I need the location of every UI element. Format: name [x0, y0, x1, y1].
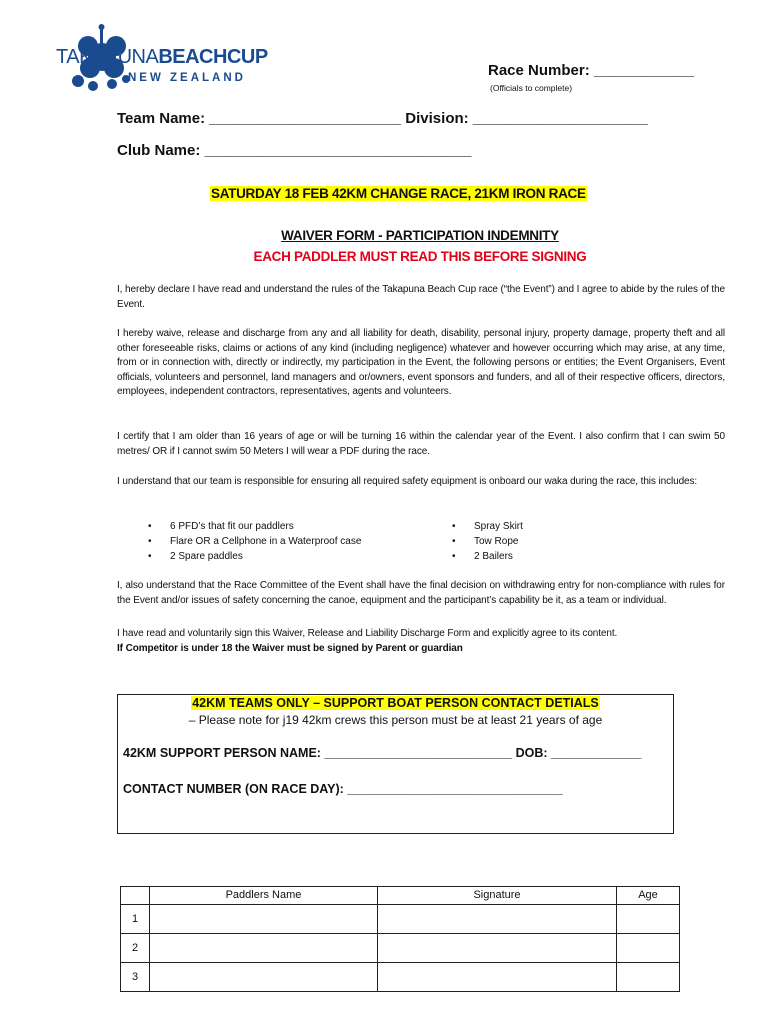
- waiver-paragraph: I hereby waive, release and discharge from any and all liability for death, disability, personal injury, property damage, property theft and all other foreseeable risks, claims or actions of any kind (including negligence) whatever and however occurring which may arise, at any time, from or in connection with, directly or indirectly, my participation in the Event, the following persons or entities; the Event Organisers, Event officials, volunteers and personnel, land managers and or/owners, event sponsors and funders, and all of their respective officers, directors, employees, independent contractors, representatives, agents and volunteers.: [117, 328, 725, 398]
- signature-cell[interactable]: [378, 905, 617, 934]
- committee-paragraph: I, also understand that the Race Committee of the Event shall have the final decision on withdrawing entry for non-compliance with rules for the Event and/or issues of safety concerning the canoe, equipment and the participant’s capability be it, as a team or individual.: [117, 580, 725, 606]
- event-title: SATURDAY 18 FEB 42KM CHANGE RACE, 21KM IRON RACE: [211, 186, 586, 201]
- support-box-note: – Please note for j19 42km crews this person must be at least 21 years of age: [188, 713, 603, 727]
- paddler-name-cell[interactable]: [150, 934, 378, 963]
- logo-brand-text: [56, 46, 268, 69]
- list-item: • Spray Skirt: [452, 519, 523, 534]
- list-item: • 6 PFD’s that fit our paddlers: [148, 519, 361, 534]
- guardian-notice: If Competitor is under 18 the Waiver must be signed by Parent or guardian: [117, 643, 463, 654]
- takapuna-beach-cup-logo: [48, 24, 273, 104]
- list-item: • 2 Spare paddles: [148, 549, 361, 564]
- list-item: • Tow Rope: [452, 534, 523, 549]
- column-header-number: [121, 887, 150, 905]
- club-name-field[interactable]: Club Name: ________________________________: [117, 142, 472, 159]
- age-certification-paragraph: I certify that I am older than 16 years of age or will be turning 16 within the calendar year of the Event. I also confirm that I can swim 50 metres/ OR if I cannot swim 50 Meters I will wear a PDF during the race.: [117, 431, 725, 457]
- race-number-field[interactable]: Race Number: ____________: [488, 62, 694, 79]
- row-number: 3: [121, 963, 150, 992]
- age-cell[interactable]: [617, 934, 680, 963]
- support-box-title-text: 42KM TEAMS ONLY – SUPPORT BOAT PERSON CONTACT DETIALS: [192, 696, 599, 710]
- team-division-field[interactable]: Team Name: _______________________ Division: _____________________: [117, 110, 648, 127]
- column-header-age: Age: [617, 887, 680, 905]
- sign-paragraph: I have read and voluntarily sign this Waiver, Release and Liability Discharge Form and explicitly agree to its content.: [117, 628, 618, 639]
- support-box-title: [118, 696, 673, 710]
- list-item: • Flare OR a Cellphone in a Waterproof case: [148, 534, 361, 549]
- table-row: [121, 905, 680, 934]
- race-number-note: (Officials to complete): [490, 83, 573, 93]
- row-number: 1: [121, 905, 150, 934]
- table-row: [121, 934, 680, 963]
- column-header-signature: Signature: [378, 887, 617, 905]
- age-cell[interactable]: [617, 905, 680, 934]
- declaration-paragraph: I, hereby declare I have read and understand the rules of the Takapuna Beach Cup race (“the Event”) and I agree to abide by the rules of the Event.: [117, 284, 725, 310]
- row-number: 2: [121, 934, 150, 963]
- waiver-title: WAIVER FORM - PARTICIPATION INDEMNITY: [281, 228, 559, 243]
- logo-brand-bold: BEACHCUP: [158, 46, 268, 68]
- paddler-name-cell[interactable]: [150, 963, 378, 992]
- column-header-name: Paddlers Name: [150, 887, 378, 905]
- safety-equipment-paragraph: I understand that our team is responsible for ensuring all required safety equipment is onboard our waka during the race, this includes:: [117, 476, 698, 487]
- signature-cell[interactable]: [378, 963, 617, 992]
- support-person-name-field[interactable]: 42KM SUPPORT PERSON NAME: ___________________________ DOB: _____________: [123, 746, 642, 760]
- age-cell[interactable]: [617, 963, 680, 992]
- support-boat-contact-box: [117, 694, 674, 834]
- logo-country: NEW ZEALAND: [128, 72, 246, 84]
- paddlers-table: [120, 886, 680, 992]
- signature-cell[interactable]: [378, 934, 617, 963]
- table-row: [121, 963, 680, 992]
- waiver-warning: EACH PADDLER MUST READ THIS BEFORE SIGNING: [253, 249, 587, 264]
- table-header-row: [121, 887, 680, 905]
- contact-number-field[interactable]: CONTACT NUMBER (ON RACE DAY): _______________________________: [123, 782, 563, 796]
- equipment-list-left: [148, 519, 361, 564]
- list-item: • 2 Bailers: [452, 549, 523, 564]
- paddler-name-cell[interactable]: [150, 905, 378, 934]
- equipment-list-right: [452, 519, 523, 564]
- logo-brand-light: TAKAPUNA: [56, 46, 159, 68]
